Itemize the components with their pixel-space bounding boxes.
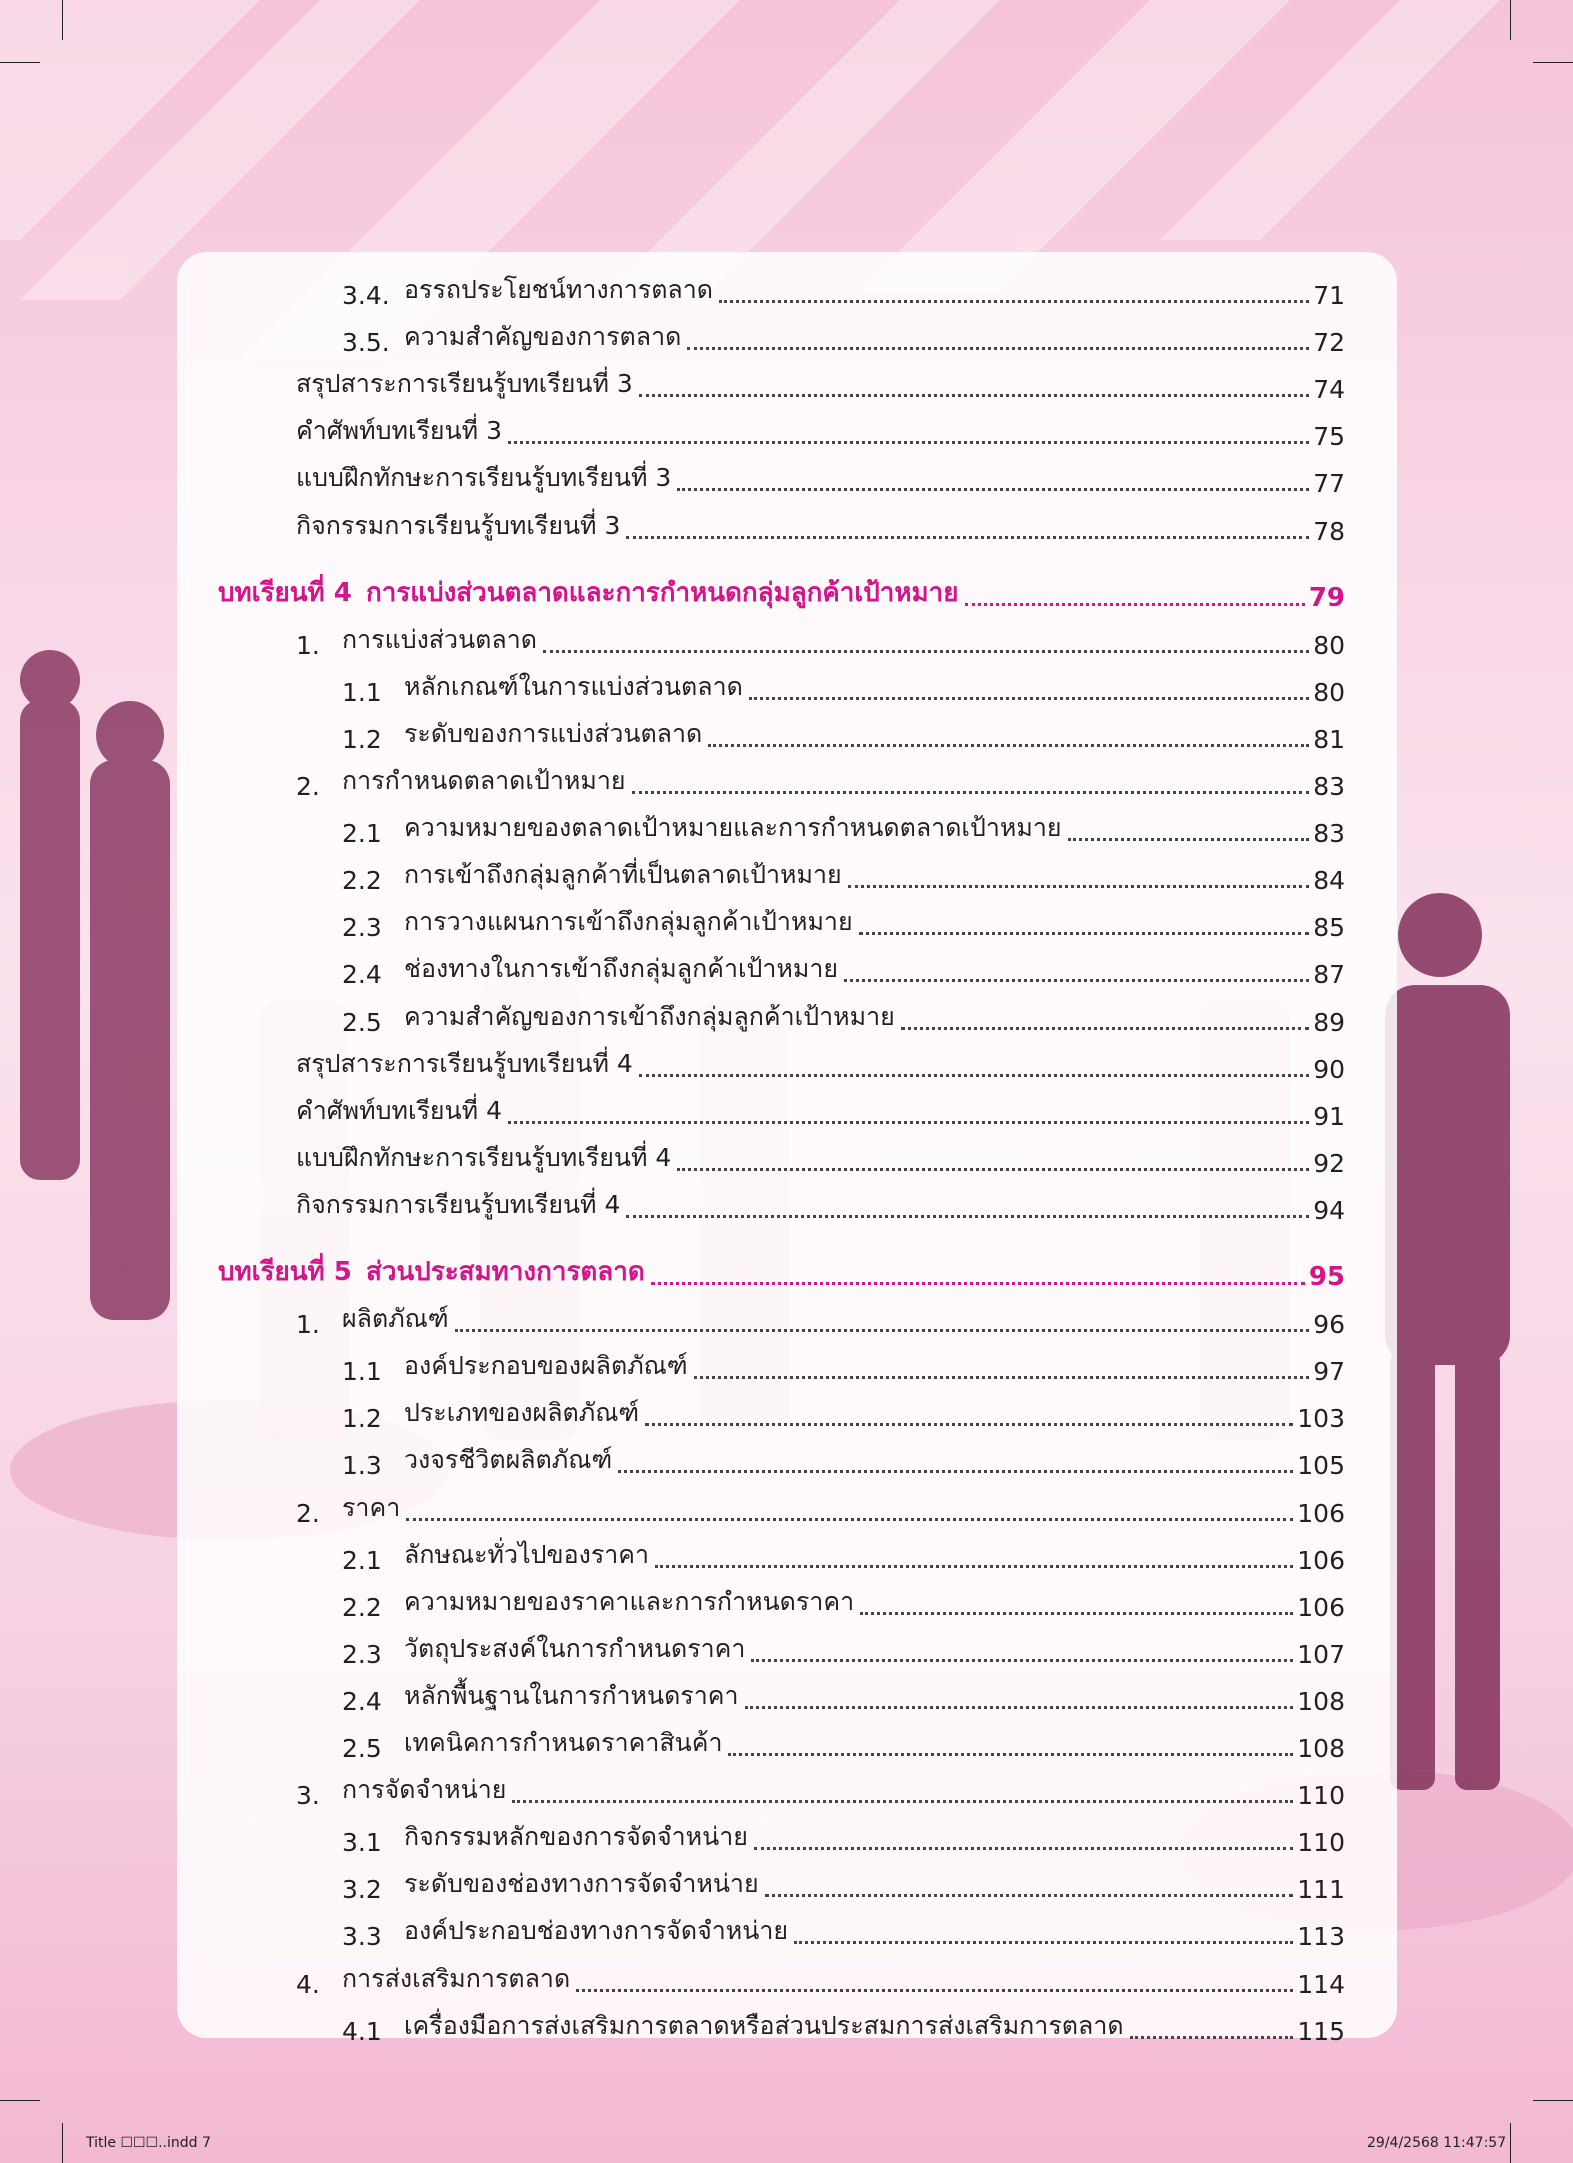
dot-leader	[508, 440, 1309, 444]
dot-leader	[576, 1988, 1293, 1992]
toc-entry-number: บทเรียนที่ 5	[218, 1257, 352, 1287]
toc-entry-page: 83	[1313, 772, 1345, 801]
toc-entry-page: 79	[1308, 582, 1345, 613]
toc-entry	[342, 945, 1345, 989]
dot-leader	[508, 1120, 1309, 1124]
toc-entry	[342, 1389, 1345, 1433]
toc-entry-title: วัตถุประสงค์ในการกำหนดราคา	[404, 1633, 746, 1663]
toc-entry-page: 80	[1313, 630, 1345, 660]
dot-leader	[632, 790, 1310, 794]
toc-entry-number: 3.4.	[342, 281, 390, 310]
dot-leader	[745, 1705, 1294, 1709]
toc-entry-title: ช่องทางในการเข้าถึงกลุ่มลูกค้าเป้าหมาย	[404, 954, 839, 984]
toc-entry-title: ความหมายของตลาดเป้าหมายและการกำหนดตลาดเป้าหมาย	[404, 813, 1062, 843]
toc-entry	[342, 804, 1345, 848]
toc-entry-number: 2.2	[342, 866, 382, 896]
dot-leader	[860, 1611, 1293, 1615]
toc-entry-number: 2.3	[342, 913, 382, 943]
dot-leader	[719, 299, 1309, 303]
dot-leader	[694, 1375, 1310, 1379]
toc-entry	[342, 2002, 1345, 2046]
toc-entry	[342, 1907, 1345, 1951]
dot-leader	[651, 1281, 1305, 1285]
dot-leader	[844, 978, 1309, 982]
toc-entry-number: 2.2	[342, 1592, 382, 1622]
dot-leader	[751, 1658, 1293, 1662]
toc-entry-number: 2.	[296, 772, 320, 801]
toc-entry-number: 2.4	[342, 960, 382, 990]
dot-leader	[645, 1422, 1293, 1426]
toc-entry-title: เทคนิคการกำหนดราคาสินค้า	[404, 1728, 723, 1757]
toc-entry-number: 2.3	[342, 1639, 382, 1669]
toc-entry-page: 89	[1313, 1007, 1345, 1037]
toc-entry	[296, 1295, 1345, 1339]
toc-entry	[342, 266, 1345, 310]
toc-entry-title: สรุปสาระการเรียนรู้บทเรียนที่ 3	[296, 369, 633, 399]
dot-leader	[708, 743, 1309, 747]
toc-entry-page: 108	[1297, 1734, 1345, 1763]
toc-entry-title: ส่วนประสมทางการตลาด	[366, 1257, 645, 1287]
footer-file-label: Title ☐☐☐..indd 7	[86, 2135, 211, 2151]
dot-leader	[1130, 2035, 1294, 2039]
toc-entry	[342, 898, 1345, 942]
toc-entry	[342, 1625, 1345, 1669]
toc-entry-number: 1.1	[342, 1357, 382, 1387]
toc-entry-title: องค์ประกอบช่องทางการจัดจำหน่าย	[404, 1916, 789, 1946]
toc-entry-number: 4.1	[342, 2016, 382, 2046]
toc-entry-title: การแบ่งส่วนตลาด	[342, 624, 538, 654]
toc-entry-title: ประเภทของผลิตภัณฑ์	[404, 1398, 640, 1428]
toc-entry-title: แบบฝึกทักษะการเรียนรู้บทเรียนที่ 3	[296, 463, 672, 493]
toc-entry-page: 95	[1308, 1262, 1345, 1292]
dot-leader	[543, 649, 1309, 653]
toc-entry-page: 110	[1297, 1828, 1345, 1858]
toc-entry-page: 78	[1313, 516, 1345, 546]
toc-entry-page: 106	[1297, 1545, 1345, 1575]
toc-entry-number: 3.5.	[342, 328, 390, 358]
toc-entry-page: 92	[1313, 1148, 1345, 1178]
toc-entry-title: ราคา	[342, 1492, 401, 1522]
toc-entry-title: การจัดจำหน่าย	[342, 1775, 507, 1805]
toc-entry-title: คำศัพท์บทเรียนที่ 4	[296, 1095, 502, 1125]
toc-entry	[342, 851, 1345, 895]
toc-entry-title: การเข้าถึงกลุ่มลูกค้าที่เป็นตลาดเป้าหมาย	[404, 860, 842, 890]
toc-entry-number: 1.	[296, 630, 320, 660]
toc-entry-number: 3.	[296, 1781, 320, 1811]
toc-entry-page: 87	[1313, 960, 1345, 990]
toc-entry-page: 115	[1297, 2016, 1345, 2046]
toc-entry	[342, 1342, 1345, 1386]
toc-entry-page: 103	[1297, 1404, 1345, 1434]
toc-entry-number: 1.	[296, 1310, 320, 1340]
toc-entry-number: 2.5	[342, 1734, 382, 1763]
dot-leader	[677, 487, 1309, 491]
toc-entry-number: 1.1	[342, 677, 382, 707]
toc-entry-number: 4.	[296, 1969, 320, 1999]
dot-leader	[859, 931, 1310, 935]
toc-entry-page: 71	[1313, 281, 1345, 310]
toc-entry-title: องค์ประกอบของผลิตภัณฑ์	[404, 1351, 688, 1381]
dot-leader	[728, 1752, 1293, 1756]
toc-entry-title: การกำหนดตลาดเป้าหมาย	[342, 766, 626, 795]
toc-entry	[342, 993, 1345, 1037]
toc-entry-number: 1.2	[342, 724, 382, 754]
toc-entry-number: 1.3	[342, 1451, 382, 1481]
toc-entry-title: ความหมายของราคาและการกำหนดราคา	[404, 1586, 855, 1616]
toc-entry	[296, 757, 1345, 801]
dot-leader	[639, 393, 1309, 397]
toc-chapter-entry	[218, 1248, 1345, 1292]
dot-leader	[1068, 837, 1310, 841]
toc-entry	[342, 1672, 1345, 1716]
dot-leader	[677, 1167, 1309, 1171]
toc-entry-title: การส่งเสริมการตลาด	[342, 1963, 571, 1993]
toc-entry-title: ลักษณะทั่วไปของราคา	[404, 1539, 650, 1569]
toc-entry-page: 91	[1313, 1101, 1345, 1131]
toc-entry-number: 2.1	[342, 819, 382, 849]
toc-entry-title: กิจกรรมการเรียนรู้บทเรียนที่ 3	[296, 510, 621, 540]
footer-timestamp: 29/4/2568 11:47:57	[1367, 2135, 1507, 2151]
toc-entry-title: ระดับของการแบ่งส่วนตลาด	[404, 718, 703, 748]
toc-entry-page: 84	[1313, 866, 1345, 896]
toc-entry	[342, 663, 1345, 707]
toc-entry-title: วงจรชีวิตผลิตภัณฑ์	[404, 1445, 613, 1475]
toc-entry-title: แบบฝึกทักษะการเรียนรู้บทเรียนที่ 4	[296, 1142, 672, 1172]
dot-leader	[965, 602, 1305, 606]
toc-entry-number: 3.2	[342, 1875, 382, 1905]
toc-entry-number: 3.3	[342, 1922, 382, 1952]
toc-entry-page: 81	[1313, 724, 1345, 754]
toc-entry-title: ผลิตภัณฑ์	[342, 1304, 449, 1334]
dot-leader	[687, 346, 1309, 350]
toc-entry-page: 114	[1297, 1969, 1345, 1999]
toc-entry	[296, 502, 1345, 546]
toc-entry-title: กิจกรรมหลักของการจัดจำหน่าย	[404, 1822, 748, 1852]
toc-entry-title: การวางแผนการเข้าถึงกลุ่มลูกค้าเป้าหมาย	[404, 907, 853, 937]
toc-entry	[342, 1860, 1345, 1904]
toc-entry-page: 96	[1313, 1310, 1345, 1340]
dot-leader	[512, 1799, 1293, 1803]
toc-entry-number: 2.5	[342, 1007, 382, 1037]
dot-leader	[626, 1214, 1309, 1218]
dot-leader	[626, 535, 1309, 539]
toc-entry	[342, 1719, 1345, 1763]
toc-entry	[342, 1531, 1345, 1575]
toc-entry-page: 97	[1313, 1357, 1345, 1387]
dot-leader	[848, 884, 1310, 888]
toc-entry	[296, 616, 1345, 660]
toc-entry-page: 107	[1297, 1639, 1345, 1669]
toc-entry	[296, 1766, 1345, 1810]
toc-entry-number: 3.1	[342, 1828, 382, 1858]
toc-entry-title: ความสำคัญของการตลาด	[404, 322, 682, 352]
toc-entry-page: 94	[1313, 1195, 1345, 1225]
toc-entry-page: 85	[1313, 913, 1345, 943]
toc-entry	[296, 407, 1345, 451]
dot-leader	[901, 1026, 1309, 1030]
toc-entry	[296, 454, 1345, 498]
toc-entry-page: 106	[1297, 1592, 1345, 1622]
toc-entry-page: 113	[1297, 1922, 1345, 1952]
toc-entry	[296, 1040, 1345, 1084]
dot-leader	[618, 1469, 1293, 1473]
toc-entry-page: 106	[1297, 1498, 1345, 1528]
dot-leader	[455, 1328, 1310, 1332]
dot-leader	[754, 1846, 1293, 1850]
toc-entry	[296, 1181, 1345, 1225]
toc-entry-page: 108	[1297, 1686, 1345, 1716]
toc-entry-page: 110	[1297, 1781, 1345, 1811]
toc-entry-title: อรรถประโยชน์ทางการตลาด	[404, 275, 714, 304]
toc-entry-page: 74	[1313, 375, 1345, 405]
dot-leader	[749, 696, 1309, 700]
dot-leader	[765, 1893, 1294, 1897]
toc-entry	[296, 1955, 1345, 1999]
toc-entry	[342, 1578, 1345, 1622]
toc-entry-title: หลักพื้นฐานในการกำหนดราคา	[404, 1680, 739, 1710]
toc-entry-title: คำศัพท์บทเรียนที่ 3	[296, 416, 502, 446]
toc-entry-number: บทเรียนที่ 4	[218, 577, 352, 608]
dot-leader	[655, 1564, 1293, 1568]
dot-leader	[794, 1940, 1293, 1944]
toc-entry-number: 2.	[296, 1498, 320, 1528]
toc-entry-page: 80	[1313, 677, 1345, 707]
toc-entry-page: 90	[1313, 1054, 1345, 1084]
toc-entry	[296, 1087, 1345, 1131]
toc-chapter-entry	[218, 569, 1345, 613]
toc-entry	[342, 1813, 1345, 1857]
dot-leader	[639, 1073, 1309, 1077]
dot-leader	[406, 1517, 1293, 1521]
toc-entry-page: 105	[1297, 1451, 1345, 1481]
toc-entry-number: 1.2	[342, 1404, 382, 1434]
toc-entry-title: เครื่องมือการส่งเสริมการตลาดหรือส่วนประสมการส่งเสริมการตลาด	[404, 2010, 1124, 2040]
toc-entry-page: 75	[1313, 422, 1345, 452]
toc-entry	[342, 313, 1345, 357]
toc-entry-title: ระดับของช่องทางการจัดจำหน่าย	[404, 1869, 759, 1899]
toc-entry-title: กิจกรรมการเรียนรู้บทเรียนที่ 4	[296, 1189, 621, 1219]
toc-entry	[296, 1484, 1345, 1528]
toc-entry	[296, 360, 1345, 404]
toc-entry-page: 111	[1297, 1875, 1345, 1905]
toc-entry-title: การแบ่งส่วนตลาดและการกำหนดกลุ่มลูกค้าเป้าหมาย	[366, 577, 959, 608]
toc-entry-title: หลักเกณฑ์ในการแบ่งส่วนตลาด	[404, 671, 743, 701]
toc-entry-title: สรุปสาระการเรียนรู้บทเรียนที่ 4	[296, 1048, 633, 1078]
toc-entry-page: 72	[1313, 328, 1345, 358]
toc-entry-number: 2.4	[342, 1686, 382, 1716]
toc-entry-page: 83	[1313, 819, 1345, 849]
toc-entry-page: 77	[1313, 469, 1345, 499]
toc-entry-number: 2.1	[342, 1545, 382, 1575]
toc-entry	[342, 710, 1345, 754]
toc-entry	[342, 1436, 1345, 1480]
toc-entry	[296, 1134, 1345, 1178]
toc-entry-title: ความสำคัญของการเข้าถึงกลุ่มลูกค้าเป้าหมาย	[404, 1001, 895, 1031]
